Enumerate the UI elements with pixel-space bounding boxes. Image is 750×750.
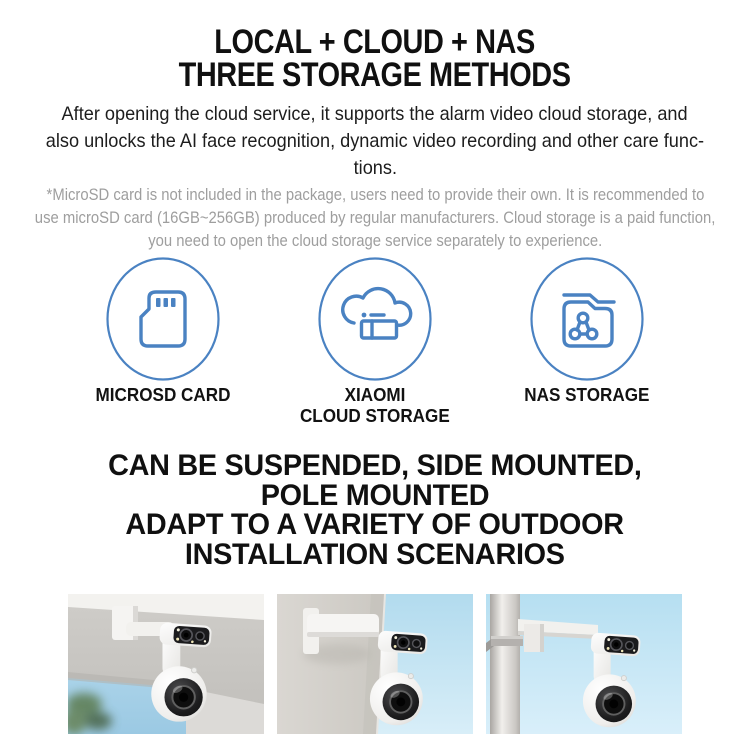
storage-description [0, 101, 750, 182]
method-label-cloud: XIAOMI CLOUD STORAGE [300, 385, 450, 426]
mounting-section-title [0, 451, 750, 569]
description-line: tions. [353, 157, 397, 179]
mounting-title-line3: ADAPT TO A VARIETY OF OUTDOOR [125, 508, 625, 541]
method-label-nas: NAS STORAGE [524, 385, 650, 405]
pole-mounted-camera-photo [486, 594, 682, 734]
storage-method-cloud [300, 257, 450, 427]
ceiling-suspended-camera-photo [68, 594, 264, 734]
disclaimer-line: use microSD card (16GB~256GB) produced by regular manufacturers. Cloud storage is a paid function, [34, 209, 716, 227]
mounting-title-line2: POLE MOUNTED [260, 478, 490, 512]
xiaomi-cloud-storage-icon [318, 257, 432, 381]
method-label-microsd: MICROSD CARD [95, 385, 231, 405]
storage-section-title [0, 0, 750, 92]
microsd-disclaimer [0, 184, 750, 253]
disclaimer-line: *MicroSD card is not included in the package, users need to provide their own. It is recommended to [46, 186, 704, 204]
storage-methods-row [0, 257, 750, 427]
storage-title-line2: THREE STORAGE METHODS [179, 56, 571, 94]
mounting-title-line1: CAN BE SUSPENDED, SIDE MOUNTED, [108, 449, 642, 482]
description-line: After opening the cloud service, it supports the alarm video cloud storage, and [61, 103, 689, 125]
nas-storage-icon [530, 257, 644, 381]
microsd-card-icon [106, 257, 220, 381]
disclaimer-line: you need to open the cloud storage service separately to experience. [147, 232, 603, 250]
mounting-title-line4: INSTALLATION SCENARIOS [185, 537, 565, 571]
storage-method-nas [512, 257, 662, 427]
description-line: also unlocks the AI face recognition, dynamic video recording and other care func- [45, 130, 705, 152]
wall-side-mounted-camera-photo [277, 594, 473, 734]
storage-method-microsd [88, 257, 238, 427]
storage-title-line1: LOCAL + CLOUD + NAS [214, 23, 536, 61]
mounting-photos-row [0, 594, 750, 734]
